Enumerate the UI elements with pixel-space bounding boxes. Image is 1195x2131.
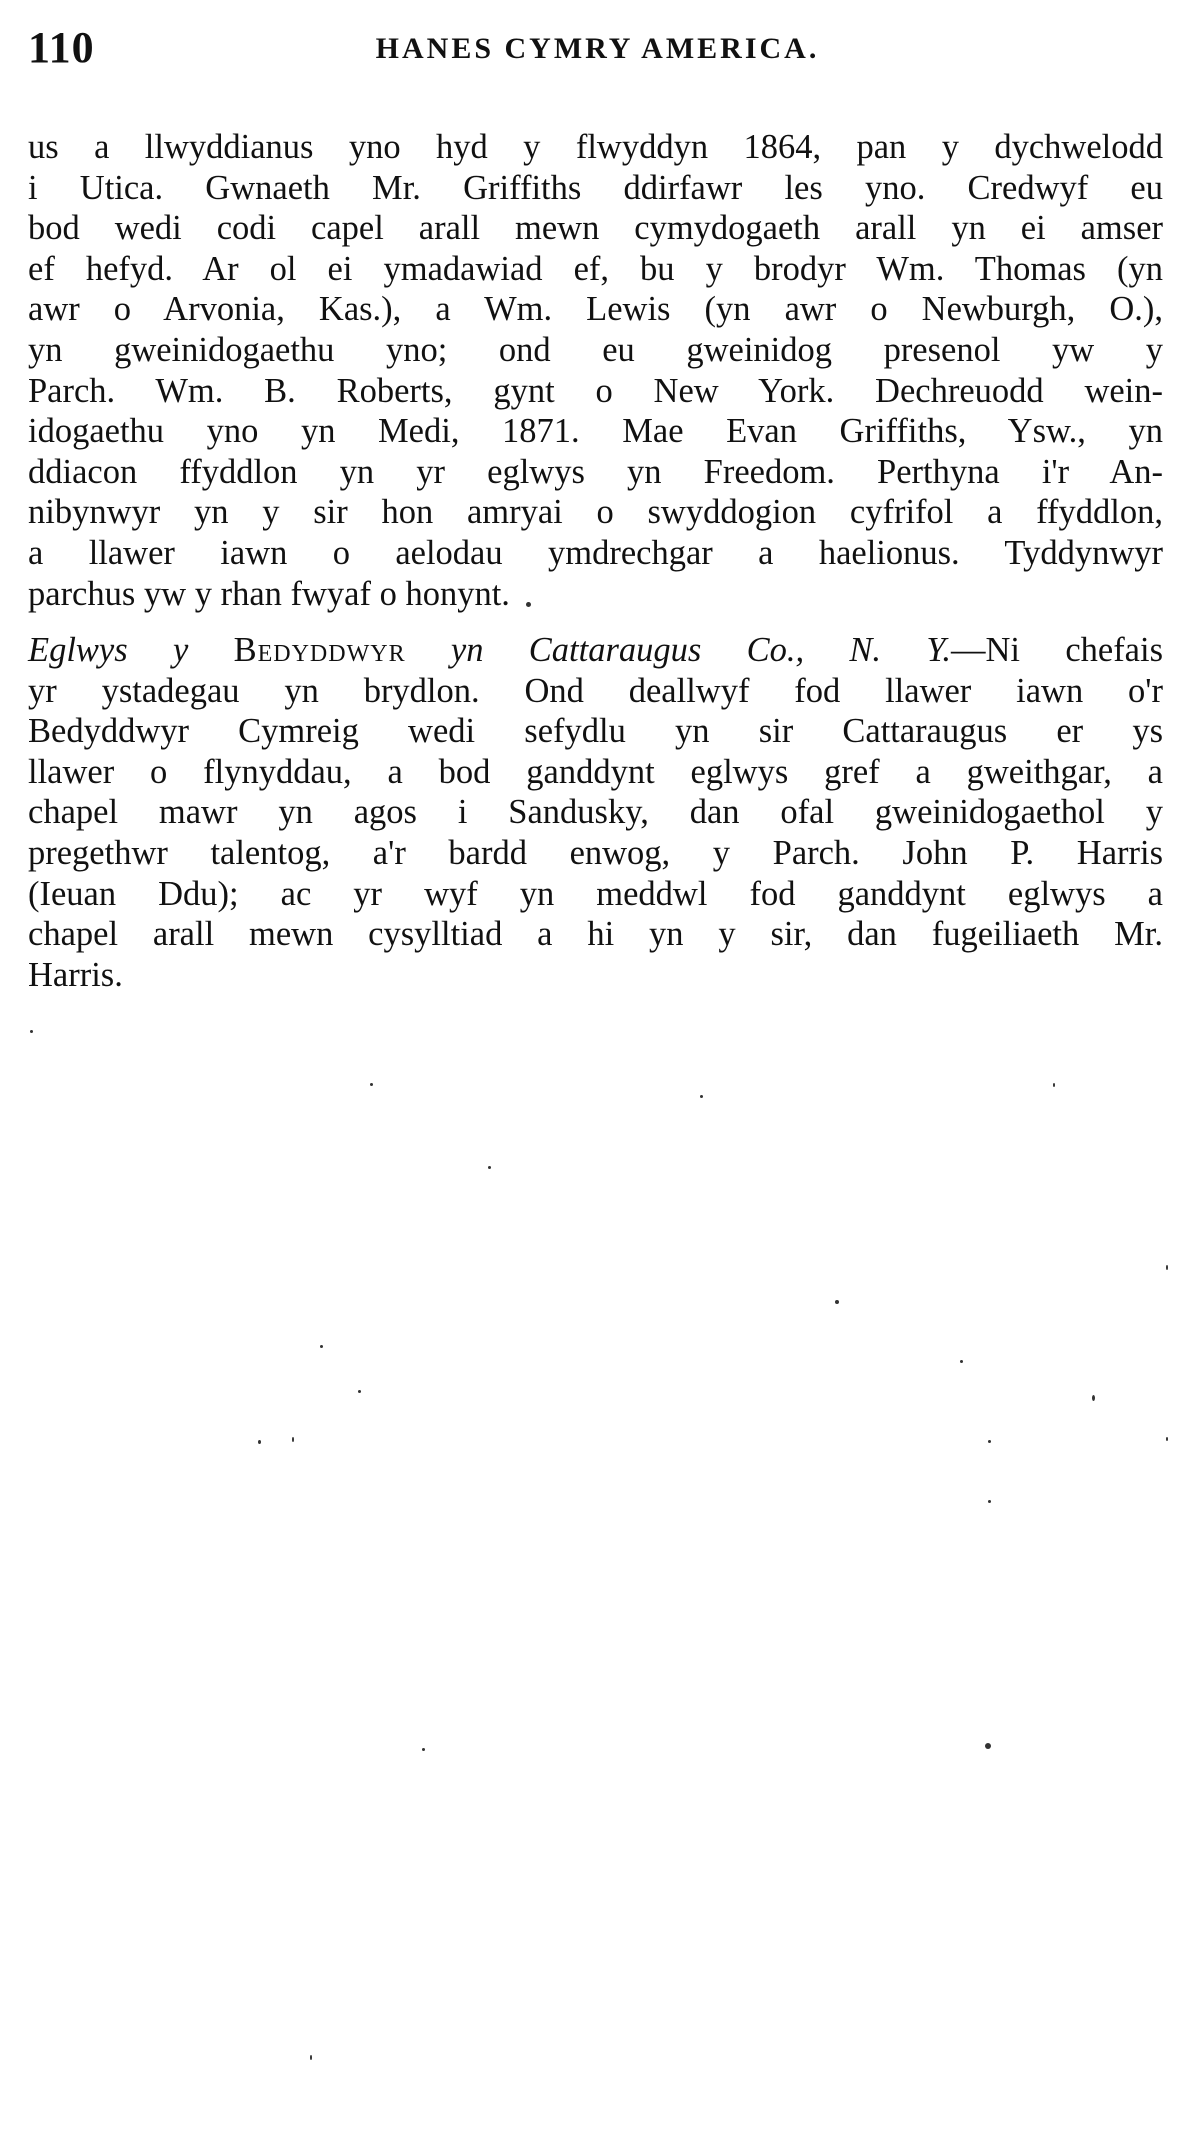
scan-speck — [985, 1743, 991, 1749]
text-line: Parch. Wm. B. Roberts, gynt o New York. Dechreuodd wein- — [28, 371, 1163, 410]
text-line: i Utica. Gwnaeth Mr. Griffiths ddirfawr les yno. Credwyf eu — [28, 168, 1163, 207]
scan-speck — [292, 1437, 294, 1442]
text-line: pregethwr talentog, a'r bardd enwog, y Parch. John P. Harris — [28, 833, 1163, 872]
running-head — [28, 22, 1167, 72]
text-line: idogaethu yno yn Medi, 1871. Mae Evan Griffiths, Ysw., yn — [28, 412, 1163, 451]
text-line: llawer o flynyddau, a bod ganddynt eglwys gref a gweithgar, a — [28, 752, 1163, 791]
lead-smallcaps: Bedyddwyr — [233, 631, 406, 669]
text-line: Bedyddwyr Cymreig wedi sefydlu yn sir Cattaraugus er ys — [28, 712, 1163, 751]
text-line: chapel arall mewn cysylltiad a hi yn y sir, dan fugeiliaeth Mr. — [28, 915, 1163, 954]
scan-speck — [526, 602, 531, 607]
scan-speck — [30, 1030, 33, 1033]
text-line: yr ystadegau yn brydlon. Ond deallwyf fod llawer iawn o'r — [28, 671, 1163, 710]
scan-speck — [1166, 1265, 1168, 1270]
text-line: awr o Arvonia, Kas.), a Wm. Lewis (yn awr o Newburgh, O.), — [28, 290, 1163, 329]
scan-speck — [310, 2055, 312, 2060]
text-line: nibynwyr yn y sir hon amryai o swyddogion cyfrifol a ffyddlon, — [28, 493, 1163, 532]
text-line: ef hefyd. Ar ol ei ymadawiad ef, bu y brodyr Wm. Thomas (yn — [28, 249, 1163, 288]
scan-speck — [370, 1083, 373, 1086]
text-line: (Ieuan Ddu); ac yr wyf yn meddwl fod ganddynt eglwys a — [28, 874, 1163, 913]
text-line: ddiacon ffyddlon yn yr eglwys yn Freedom. Perthyna i'r An- — [28, 452, 1163, 491]
paragraph-baptist-church — [28, 630, 1163, 995]
lead-rest: —Ni chefais — [951, 631, 1164, 669]
text-line: us a llwyddianus yno hyd y flwyddyn 1864, pan y dychwelodd — [28, 128, 1163, 166]
scan-speck — [960, 1360, 963, 1363]
scan-speck — [258, 1440, 261, 1444]
scan-speck — [835, 1300, 839, 1304]
scan-speck — [1166, 1437, 1168, 1441]
text-line: parchus yw y rhan fwyaf o honynt. — [28, 574, 510, 613]
paragraph-lead-line — [28, 630, 1163, 671]
scan-speck — [422, 1748, 425, 1751]
lead-italic-place: yn Cattaraugus Co., N. Y. — [450, 631, 952, 669]
text-line: a llawer iawn o aelodau ymdrechgar a haelionus. Tyddynwyr — [28, 533, 1163, 572]
scan-speck — [320, 1345, 323, 1348]
lead-italic: Eglwys y — [28, 631, 189, 669]
scan-speck — [988, 1440, 991, 1443]
text-line: yn gweinidogaethu yno; ond eu gweinidog presenol yw y — [28, 330, 1163, 369]
scan-speck — [1053, 1083, 1055, 1087]
page-number: 110 — [28, 23, 95, 72]
text-line: bod wedi codi capel arall mewn cymydogaeth arall yn ei amser — [28, 209, 1163, 248]
scan-speck — [488, 1166, 491, 1169]
scan-speck — [988, 1500, 991, 1503]
paragraph-freedom-church — [28, 127, 1163, 614]
scan-speck — [700, 1095, 703, 1098]
scan-speck — [358, 1390, 361, 1393]
text-line: chapel mawr yn agos i Sandusky, dan ofal gweinidogaethol y — [28, 793, 1163, 832]
scan-speck — [1092, 1395, 1095, 1401]
running-title: HANES CYMRY AMERICA. — [375, 32, 820, 65]
text-line: Harris. — [28, 955, 123, 994]
